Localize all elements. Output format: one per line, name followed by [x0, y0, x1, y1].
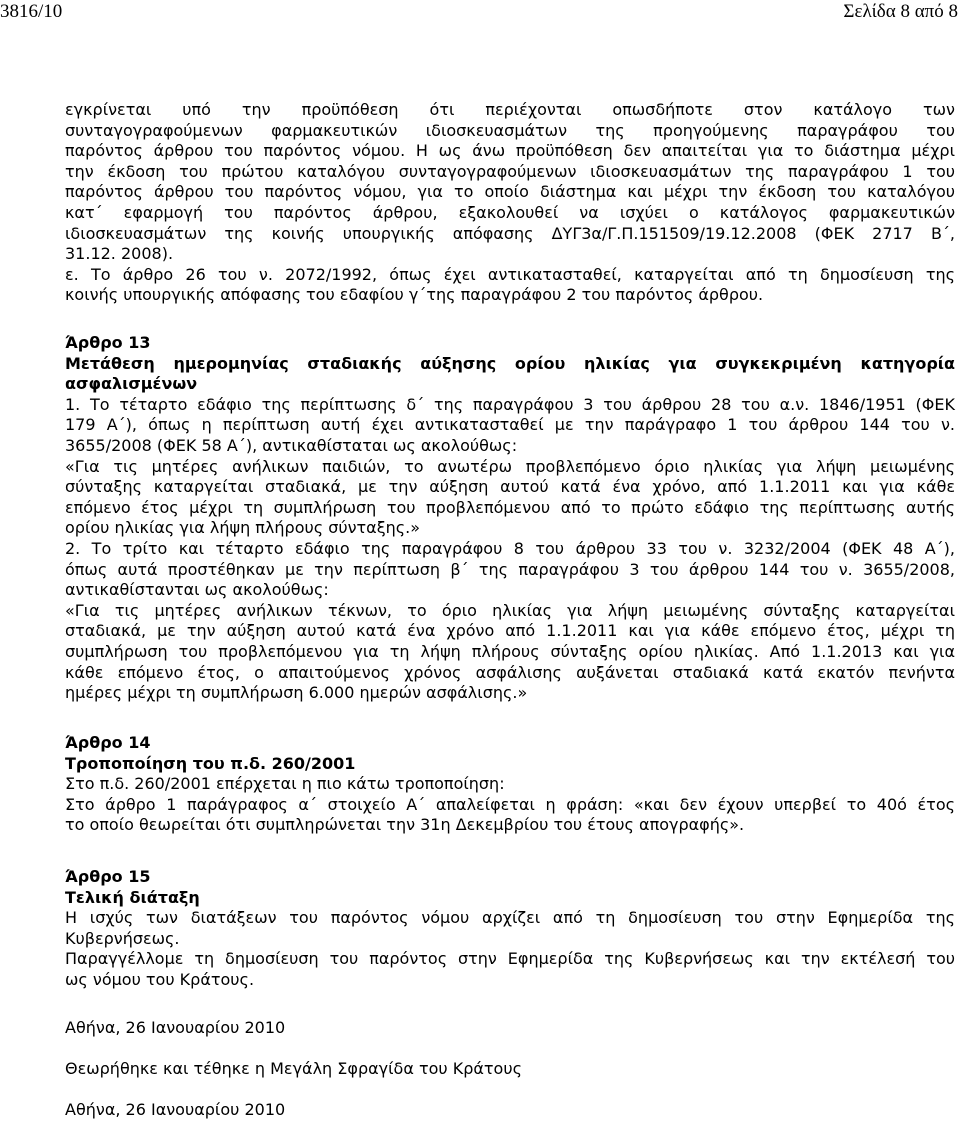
- article-13-line: σταδιακά, με την αύξηση αυτού κατά ένα χρόνο από 1.1.2011 και για κάθε επόμενο έτος, μέχρι τη: [65, 621, 955, 641]
- article-13-line: αντικαθίστανται ως ακολούθως:: [65, 580, 329, 600]
- intro-line: κατ΄ εφαρμογή του παρόντος άρθρου, εξακολουθεί να ισχύει ο κατάλογος φαρμακευτικών: [65, 202, 955, 222]
- article-heading: Άρθρο 13: [65, 333, 151, 352]
- article-heading: Άρθρο 15: [65, 867, 151, 886]
- intro-line: την έκδοση του πρώτου καταλόγου συνταγογραφούμενων ιδιοσκευασμάτων της παραγράφου 1 του: [65, 161, 955, 181]
- article-14: [65, 733, 955, 836]
- intro-line: συνταγογραφούμενων φαρμακευτικών ιδιοσκευασμάτων της προηγούμενης παραγράφου του: [65, 120, 955, 140]
- intro-line: εγκρίνεται υπό την προϋπόθεση ότι περιέχονται οπωσδήποτε στον κατάλογο των: [65, 100, 955, 119]
- intro-line: κοινής υπουργικής απόφασης του εδαφίου γ΄της παραγράφου 2 του παρόντος άρθρου.: [65, 285, 764, 305]
- article-13-line: «Για τις μητέρες ανήλικων παιδιών, το ανωτέρω προβλεπόμενο όριο ηλικίας για λήψη μειωμένης: [65, 456, 955, 476]
- article-heading: Άρθρο 14: [65, 733, 151, 752]
- article-13-line: ορίου ηλικίας για λήψη πλήρους σύνταξης.»: [65, 518, 421, 538]
- article-13-line: ημέρες μέχρι τη συμπλήρωση 6.000 ημερών ασφάλισης.»: [65, 683, 528, 703]
- article-14-line: το οποίο θεωρείται ότι συμπληρώνεται την 31η Δεκεμβρίου του έτους απογραφής».: [65, 815, 745, 835]
- intro-line: ιδιοσκευασμάτων της κοινής υπουργικής απόφασης ΔΥΓ3α/Γ.Π.151509/19.12.2008 (ΦΕΚ 2717 Β΄,: [65, 223, 955, 243]
- article-13-line: 3655/2008 (ΦΕΚ 58 Α΄), αντικαθίσταται ως ακολούθως:: [65, 435, 518, 455]
- place-date-second: [65, 1100, 955, 1121]
- article-13-line: συμπλήρωση του προβλεπόμενου για τη λήψη πλήρους σύνταξης ορίου ηλικίας. Από 1.1.2013 και για: [65, 641, 955, 661]
- article-title: ασφαλισμένων: [65, 374, 198, 394]
- article-title: Μετάθεση ημερομηνίας σταδιακής αύξησης ορίου ηλικίας για συγκεκριμένη κατηγορία: [65, 353, 955, 373]
- intro-line: παρόντος άρθρου του παρόντος νόμου. Η ως άνω προϋπόθεση δεν απαιτείται για το διάστημα μέχρι: [65, 141, 955, 161]
- article-13: [65, 333, 955, 704]
- article-15-line: Κυβερνήσεως.: [65, 928, 180, 948]
- seal-note: [65, 1059, 955, 1080]
- article-14-line: Στο π.δ. 260/2001 επέρχεται η πιο κάτω τροποποίηση:: [65, 774, 505, 794]
- intro-line: ε. Το άρθρο 26 του ν. 2072/1992, όπως έχει αντικατασταθεί, καταργείται από τη δημοσίευση της: [65, 264, 955, 284]
- article-15-line: ως νόμου του Κράτους.: [65, 969, 255, 989]
- page-indicator: Σελίδα 8 από 8: [843, 1, 958, 22]
- seal-note-text: Θεωρήθηκε και τέθηκε η Μεγάλη Σφραγίδα του Κράτους: [65, 1059, 522, 1078]
- article-13-line: 1. Το τέταρτο εδάφιο της περίπτωσης δ΄ της παραγράφου 3 του άρθρου 28 του α.ν. 1846/1951 (ΦΕΚ: [65, 394, 955, 414]
- article-13-line: όπως αυτά προστέθηκαν με την περίπτωση β΄ της παραγράφου 3 του άρθρου 144 του ν. 3655/2008,: [65, 559, 955, 579]
- article-15-line: Η ισχύς των διατάξεων του παρόντος νόμου αρχίζει από τη δημοσίευση του στην Εφημερίδα της: [65, 908, 955, 928]
- article-13-line: σύνταξης καταργείται σταδιακά, με την αύξηση αυτού κατά ένα χρόνο, από 1.1.2011 και για κάθε: [65, 477, 955, 497]
- place-date: [65, 1018, 955, 1039]
- intro-line: 31.12. 2008).: [65, 244, 174, 264]
- article-13-line: 2. Το τρίτο και τέταρτο εδάφιο της παραγράφου 8 του άρθρου 33 του ν. 3232/2004 (ΦΕΚ 48 Α΄),: [65, 538, 955, 558]
- article-title: Τροποποίηση του π.δ. 260/2001: [65, 753, 356, 773]
- article-15: [65, 867, 955, 991]
- place-date-text: Αθήνα, 26 Ιανουαρίου 2010: [65, 1100, 286, 1119]
- article-13-line: 179 Α΄), όπως η περίπτωση αυτή έχει αντικατασταθεί με την παράγραφο 1 του άρθρου 144 του ν.: [65, 415, 955, 435]
- article-14-line: Στο άρθρο 1 παράγραφος α΄ στοιχείο Α΄ απαλείφεται η φράση: «και δεν έχουν υπερβεί το 40ό έτος: [65, 794, 955, 814]
- article-title: Τελική διάταξη: [65, 887, 200, 907]
- intro-line: παρόντος άρθρου του παρόντος νόμου, για το οποίο διάστημα και μέχρι την έκδοση του καταλόγου: [65, 182, 955, 202]
- place-date-text: Αθήνα, 26 Ιανουαρίου 2010: [65, 1018, 286, 1037]
- article-15-line: Παραγγέλλομε τη δημοσίευση του παρόντος στην Εφημερίδα της Κυβερνήσεως και την εκτέλεσή του: [65, 949, 955, 969]
- article-13-line: κάθε επόμενο έτος, ο απαιτούμενος χρόνος ασφάλισης αυξάνεται σταδιακά κατά εκατόν πενήντα: [65, 662, 955, 682]
- doc-number: 3816/10: [0, 1, 63, 22]
- article-13-line: «Για τις μητέρες ανήλικων τέκνων, το όριο ηλικίας για λήψη μειωμένης σύνταξης καταργείται: [65, 600, 955, 620]
- intro-paragraph: [65, 100, 955, 306]
- article-13-line: επόμενο έτος μέχρι τη συμπλήρωση του προβλεπόμενου από το πρώτο εδάφιο της περίπτωσης αυτής: [65, 497, 955, 517]
